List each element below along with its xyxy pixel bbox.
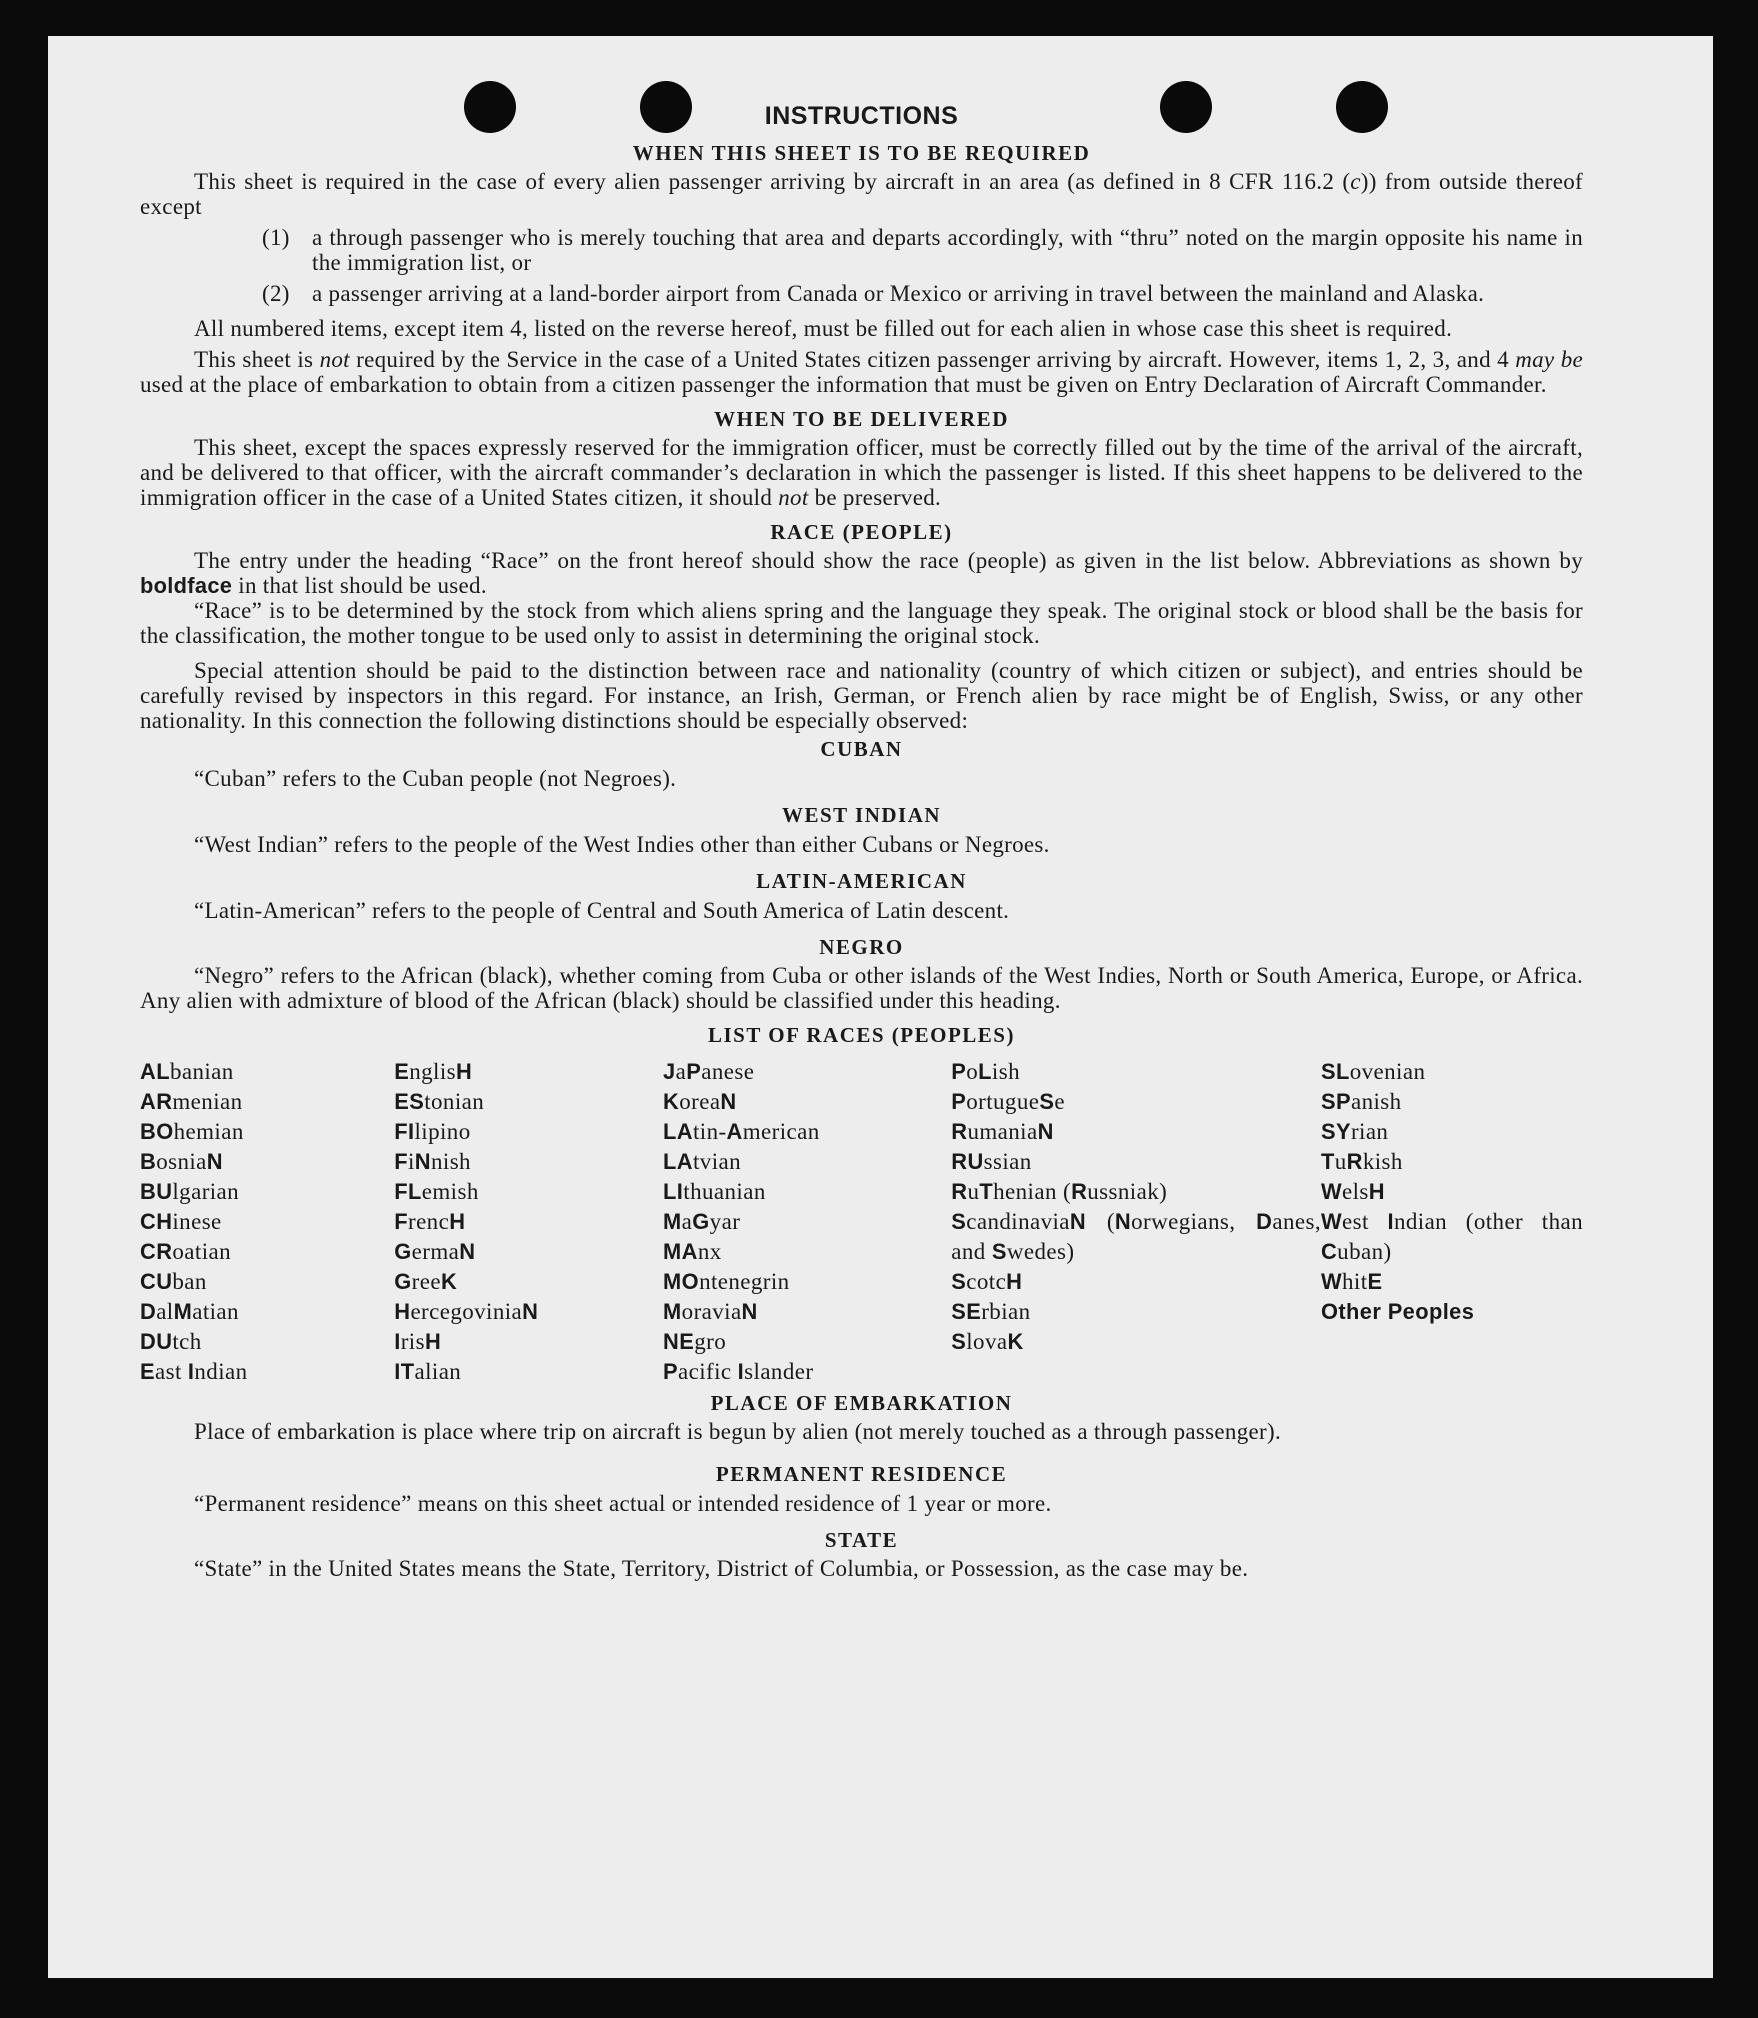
- race-entry: KoreaN: [663, 1089, 737, 1114]
- race-entry: BOhemian: [140, 1119, 244, 1144]
- race-entry: LAtvian: [663, 1149, 741, 1174]
- paragraph: “Race” is to be determined by the stock from which aliens spring and the language they speak. The original stock or blood shall be the basis for the classification, the mother tongue to be used only to assist in determining the original stock.: [140, 598, 1583, 648]
- paragraph: This sheet is not required by the Service in the case of a United States citizen passenger arriving by aircraft. However, items 1, 2, 3, and 4 may be used at the place of embarkation to obtain from a citizen passenger the information that must be given on Entry Declaration of Aircraft Commander.: [140, 347, 1584, 397]
- punch-hole: [640, 81, 692, 133]
- race-entry: FrencH: [394, 1209, 466, 1234]
- paragraph: This sheet, except the spaces expressly reserved for the immigration officer, must be correctly filled out by the time of the arrival of the aircraft, and be delivered to that officer, with the aircraft commander’s declaration in which the passenger is listed. If this sheet happens to be delivered to the immigration officer in the case of a United States citizen, it should not be preserved.: [140, 435, 1583, 510]
- section-heading-delivered: WHEN TO BE DELIVERED: [714, 407, 1009, 431]
- race-column: [951, 1057, 1321, 1387]
- race-entry: RumaniaN: [951, 1119, 1054, 1144]
- race-entry: MaGyar: [663, 1209, 741, 1234]
- race-entry: PoLish: [951, 1059, 1020, 1084]
- race-entry: ITalian: [394, 1359, 462, 1384]
- race-entry: HercegoviniaN: [394, 1299, 539, 1324]
- paragraph: The entry under the heading “Race” on the front hereof should show the race (people) as given in the list below. Abbreviations as shown by boldface in that list should be used.: [140, 548, 1583, 598]
- section-heading-race: RACE (PEOPLE): [770, 520, 953, 544]
- section-heading-embarkation: PLACE OF EMBARKATION: [710, 1391, 1013, 1415]
- race-entry: West Indian (other than Cuban): [1320, 1209, 1584, 1264]
- section-heading-state: STATE: [824, 1528, 899, 1552]
- section-heading-list-of-races: LIST OF RACES (PEOPLES): [708, 1023, 1015, 1047]
- race-column: [140, 1057, 394, 1387]
- race-entry: LAtin-American: [663, 1119, 820, 1144]
- document-page: [48, 36, 1713, 1978]
- race-entry: FLemish: [394, 1179, 479, 1204]
- race-entry: SErbian: [951, 1299, 1031, 1324]
- paragraph: Place of embarkation is place where trip on aircraft is begun by alien (not merely touched as a through passenger).: [194, 1419, 1282, 1444]
- race-column: [394, 1057, 663, 1387]
- race-entry: Pacific Islander: [663, 1359, 814, 1384]
- race-entry: GermaN: [394, 1239, 476, 1264]
- section-heading-permanent-residence: PERMANENT RESIDENCE: [715, 1462, 1008, 1486]
- race-entry: CHinese: [140, 1209, 222, 1234]
- punch-hole: [1336, 81, 1388, 133]
- race-entry: CRoatian: [140, 1239, 231, 1264]
- race-entry: ARmenian: [140, 1089, 243, 1114]
- definition-text: “West Indian” refers to the people of the West Indies other than either Cubans or Negroes.: [194, 832, 1050, 857]
- punch-hole: [464, 81, 516, 133]
- definition-text: “Permanent residence” means on this sheet actual or intended residence of 1 year or more.: [194, 1491, 1052, 1516]
- list-item: (2) a passenger arriving at a land-border airport from Canada or Mexico or arriving in travel between the mainland and Alaska.: [262, 281, 1485, 306]
- race-entry: RUssian: [951, 1149, 1032, 1174]
- race-entry: JaPanese: [663, 1059, 755, 1084]
- definition-text: “Cuban” refers to the Cuban people (not Negroes).: [194, 766, 677, 791]
- race-entry: Other Peoples: [1320, 1299, 1475, 1324]
- race-entry: ScotcH: [951, 1269, 1023, 1294]
- paragraph: Special attention should be paid to the distinction between race and nationality (country of which citizen or subject), and entries should be carefully revised by inspectors in this regard. For instance, an Irish, German, or French alien by race might be of English, Swiss, or any other nationality. In this connection the following distinctions should be especially observed:: [140, 658, 1583, 733]
- race-entry: MOntenegrin: [663, 1269, 790, 1294]
- definition-text: “Latin-American” refers to the people of Central and South America of Latin descent.: [194, 898, 1010, 923]
- race-entry: BosniaN: [140, 1149, 223, 1174]
- section-heading-west-indian: WEST INDIAN: [781, 803, 942, 827]
- section-heading-required: WHEN THIS SHEET IS TO BE REQUIRED: [632, 141, 1091, 165]
- race-list: [140, 1057, 1583, 1387]
- race-entry: SLovenian: [1320, 1059, 1426, 1084]
- race-column: [1321, 1057, 1583, 1387]
- race-entry: WelsH: [1320, 1179, 1385, 1204]
- race-entry: FiNnish: [394, 1149, 471, 1174]
- race-entry: MAnx: [663, 1239, 722, 1264]
- race-entry: ScandinaviaN (Norwegians, Danes, and Swedes): [951, 1209, 1321, 1264]
- paragraph: This sheet is required in the case of every alien passenger arriving by aircraft in an area (as defined in 8 CFR 116.2 (c)) from outside thereof except: [140, 169, 1583, 219]
- race-entry: BUlgarian: [140, 1179, 240, 1204]
- race-entry: MoraviaN: [663, 1299, 758, 1324]
- paragraph: “Negro” refers to the African (black), whether coming from Cuba or other islands of the West Indies, North or South America, Europe, or Africa. Any alien with admixture of blood of the African (black) should be classified under this heading.: [140, 963, 1583, 1013]
- race-entry: WhitE: [1320, 1269, 1383, 1294]
- race-entry: EStonian: [394, 1089, 485, 1114]
- race-entry: DUtch: [140, 1329, 202, 1354]
- race-column: [663, 1057, 951, 1387]
- race-entry: GreeK: [394, 1269, 458, 1294]
- race-entry: SlovaK: [951, 1329, 1024, 1354]
- list-item: (1) a through passenger who is merely touching that area and departs accordingly, with “thru” noted on the margin opposite his name in the immigration list, or: [262, 225, 1583, 275]
- page-title: INSTRUCTIONS: [764, 102, 959, 130]
- race-entry: SYrian: [1320, 1119, 1389, 1144]
- race-entry: CUban: [140, 1269, 207, 1294]
- race-entry: EnglisH: [394, 1059, 473, 1084]
- race-entry: SPanish: [1320, 1089, 1402, 1114]
- section-heading-negro: NEGRO: [819, 935, 904, 959]
- race-entry: PortugueSe: [951, 1089, 1065, 1114]
- paragraph: All numbered items, except item 4, listed on the reverse hereof, must be filled out for each alien in whose case this sheet is required.: [194, 316, 1453, 341]
- race-entry: RuThenian (Russniak): [951, 1179, 1168, 1204]
- race-entry: East Indian: [140, 1359, 248, 1384]
- race-entry: NEgro: [663, 1329, 727, 1354]
- race-entry: LIthuanian: [663, 1179, 766, 1204]
- section-heading-latin-american: LATIN-AMERICAN: [756, 869, 967, 893]
- race-entry: DalMatian: [140, 1299, 239, 1324]
- race-entry: FIlipino: [394, 1119, 471, 1144]
- punch-hole: [1160, 81, 1212, 133]
- paragraph: “State” in the United States means the State, Territory, District of Columbia, or Possession, as the case may be.: [194, 1556, 1249, 1581]
- race-entry: ALbanian: [140, 1059, 234, 1084]
- race-entry: TuRkish: [1320, 1149, 1403, 1174]
- race-entry: IrisH: [394, 1329, 442, 1354]
- section-heading-cuban: CUBAN: [820, 737, 903, 761]
